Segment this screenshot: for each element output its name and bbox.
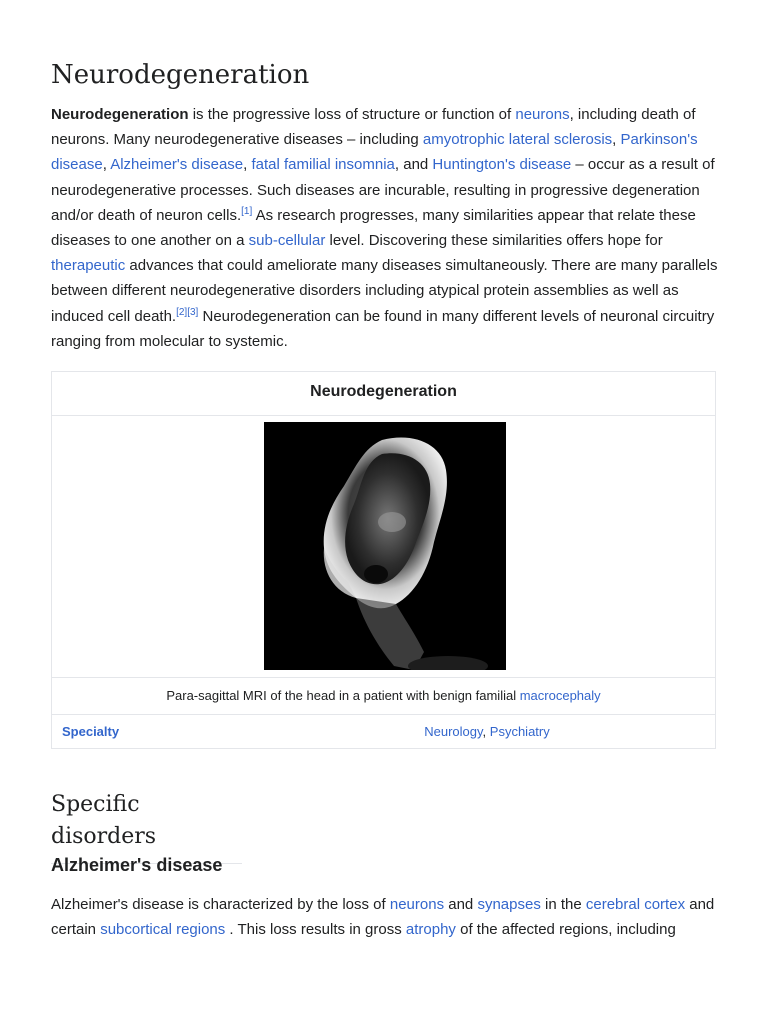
link-therapeutic[interactable]: therapeutic — [51, 257, 126, 275]
mri-image-graphic — [264, 422, 506, 670]
text: – occur as a result of neurodegenerative processes. Such diseases are incurable, resulting in progressive degeneration and/or death of neuron cells. — [51, 156, 715, 224]
link-psychiatry[interactable]: Psychiatry — [489, 724, 550, 739]
text: . This loss results in gross — [225, 921, 406, 939]
link-neurons[interactable]: neurons — [515, 106, 570, 123]
link-cerebral-cortex[interactable]: cerebral cortex — [585, 896, 686, 913]
text: is the progressive loss of structure or function of — [188, 106, 516, 123]
text: and — [444, 896, 478, 913]
caption-text: Para-sagittal MRI of the head in a patient with benign familial — [166, 688, 520, 703]
intro-paragraph — [51, 102, 719, 354]
text: of the affected regions, including — [455, 921, 676, 939]
subheading-alzheimers: Alzheimer's disease — [51, 855, 223, 875]
infobox — [51, 371, 716, 749]
text: As research progresses, many similarities appear that relate these diseases to one another on a — [51, 206, 696, 250]
link-macrocephaly[interactable]: macrocephaly — [519, 688, 601, 703]
text: advances that could ameliorate many diseases simultaneously. There are many parallels between different neurodegenerative disorders including atypical protein assemblies as well as induced cell death. — [51, 257, 718, 325]
alzheimers-paragraph — [51, 892, 719, 942]
ref-2[interactable]: [2] — [176, 306, 188, 318]
specialty-value — [332, 715, 642, 749]
link-synapses[interactable]: synapses — [477, 896, 541, 913]
link-ffi[interactable]: fatal familial insomnia — [251, 156, 395, 174]
link-als[interactable]: amyotrophic lateral sclerosis — [422, 131, 613, 149]
text: , including death of neurons. Many neurodegenerative diseases – including — [51, 106, 696, 149]
text: level. Discovering these similarities offers hope for — [325, 232, 663, 250]
infobox-image-cell — [52, 415, 715, 678]
text: and certain — [51, 896, 715, 939]
page-title: Neurodegeneration — [51, 60, 310, 90]
ref-3[interactable]: [3] — [187, 306, 199, 318]
link-atrophy[interactable]: atrophy — [405, 921, 456, 939]
link-parkinsons[interactable]: Parkinson's disease — [51, 131, 698, 174]
specialty-label[interactable]: Specialty — [62, 724, 120, 739]
text: , and — [394, 156, 433, 174]
text: in the — [540, 896, 586, 913]
infobox-caption — [52, 678, 715, 715]
text: , — [102, 156, 111, 174]
link-subcellular[interactable]: sub-cellular — [248, 232, 326, 250]
link-alzheimers[interactable]: Alzheimer's disease — [110, 156, 244, 174]
bold-term: Neurodegeneration — [51, 106, 189, 123]
link-neurons[interactable]: neurons — [389, 896, 445, 913]
separator: , — [482, 724, 490, 739]
section-heading-specific-disorders: Specific disorders — [51, 789, 242, 864]
text: Alzheimer's disease is characterized by the loss of — [51, 896, 390, 913]
text: , — [612, 131, 621, 149]
mri-image[interactable] — [264, 422, 506, 670]
link-huntingtons[interactable]: Huntington's disease — [432, 156, 572, 174]
link-neurology[interactable]: Neurology — [424, 724, 483, 739]
text: Neurodegeneration can be found in many different levels of neuronal circuitry ranging from molecular to systemic. — [51, 307, 715, 350]
text: , — [243, 156, 252, 174]
link-subcortical-regions[interactable]: subcortical regions — [100, 921, 226, 939]
infobox-title: Neurodegeneration — [52, 372, 715, 416]
ref-1[interactable]: [1] — [241, 205, 253, 217]
